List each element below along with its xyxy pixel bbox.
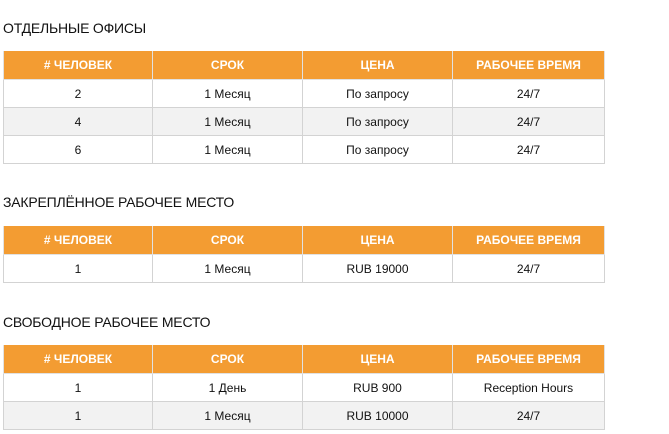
cell-working-hours: 24/7 <box>453 402 605 430</box>
table-row <box>4 80 605 108</box>
header-working-hours: РАБОЧЕЕ ВРЕМЯ <box>453 51 605 80</box>
header-price: ЦЕНА <box>303 345 453 374</box>
header-term: СРОК <box>153 226 303 255</box>
cell-people-count: 1 <box>4 255 153 283</box>
header-people-count: # ЧЕЛОВЕК <box>4 226 153 255</box>
cell-working-hours: 24/7 <box>453 80 605 108</box>
cell-working-hours: 24/7 <box>453 136 605 164</box>
header-people-count: # ЧЕЛОВЕК <box>4 345 153 374</box>
cell-term: 1 Месяц <box>153 255 303 283</box>
cell-term: 1 Месяц <box>153 402 303 430</box>
cell-people-count: 1 <box>4 402 153 430</box>
cell-term: 1 День <box>153 374 303 402</box>
cell-working-hours: 24/7 <box>453 108 605 136</box>
header-working-hours: РАБОЧЕЕ ВРЕМЯ <box>453 226 605 255</box>
cell-people-count: 2 <box>4 80 153 108</box>
section-title-private-offices: ОТДЕЛЬНЫЕ ОФИСЫ <box>3 20 147 36</box>
pricing-table-private-offices <box>3 51 605 164</box>
table-header-row <box>4 226 605 255</box>
table-row <box>4 402 605 430</box>
cell-people-count: 1 <box>4 374 153 402</box>
header-price: ЦЕНА <box>303 51 453 80</box>
table-row <box>4 108 605 136</box>
cell-term: 1 Месяц <box>153 80 303 108</box>
table-row <box>4 255 605 283</box>
header-term: СРОК <box>153 51 303 80</box>
cell-term: 1 Месяц <box>153 108 303 136</box>
cell-people-count: 4 <box>4 108 153 136</box>
cell-price: По запросу <box>303 108 453 136</box>
section-title-hot-desk: СВОБОДНОЕ РАБОЧЕЕ МЕСТО <box>3 314 211 330</box>
cell-price: По запросу <box>303 80 453 108</box>
section-title-fixed-desk: ЗАКРЕПЛЁННОЕ РАБОЧЕЕ МЕСТО <box>3 194 235 210</box>
table-row <box>4 136 605 164</box>
table-header-row <box>4 345 605 374</box>
cell-price: По запросу <box>303 136 453 164</box>
cell-price: RUB 900 <box>303 374 453 402</box>
cell-people-count: 6 <box>4 136 153 164</box>
cell-price: RUB 10000 <box>303 402 453 430</box>
table-header-row <box>4 51 605 80</box>
header-term: СРОК <box>153 345 303 374</box>
cell-term: 1 Месяц <box>153 136 303 164</box>
table-row <box>4 374 605 402</box>
cell-working-hours: Reception Hours <box>453 374 605 402</box>
header-price: ЦЕНА <box>303 226 453 255</box>
pricing-table-hot-desk <box>3 345 605 430</box>
pricing-table-fixed-desk <box>3 226 605 283</box>
cell-working-hours: 24/7 <box>453 255 605 283</box>
header-working-hours: РАБОЧЕЕ ВРЕМЯ <box>453 345 605 374</box>
header-people-count: # ЧЕЛОВЕК <box>4 51 153 80</box>
cell-price: RUB 19000 <box>303 255 453 283</box>
